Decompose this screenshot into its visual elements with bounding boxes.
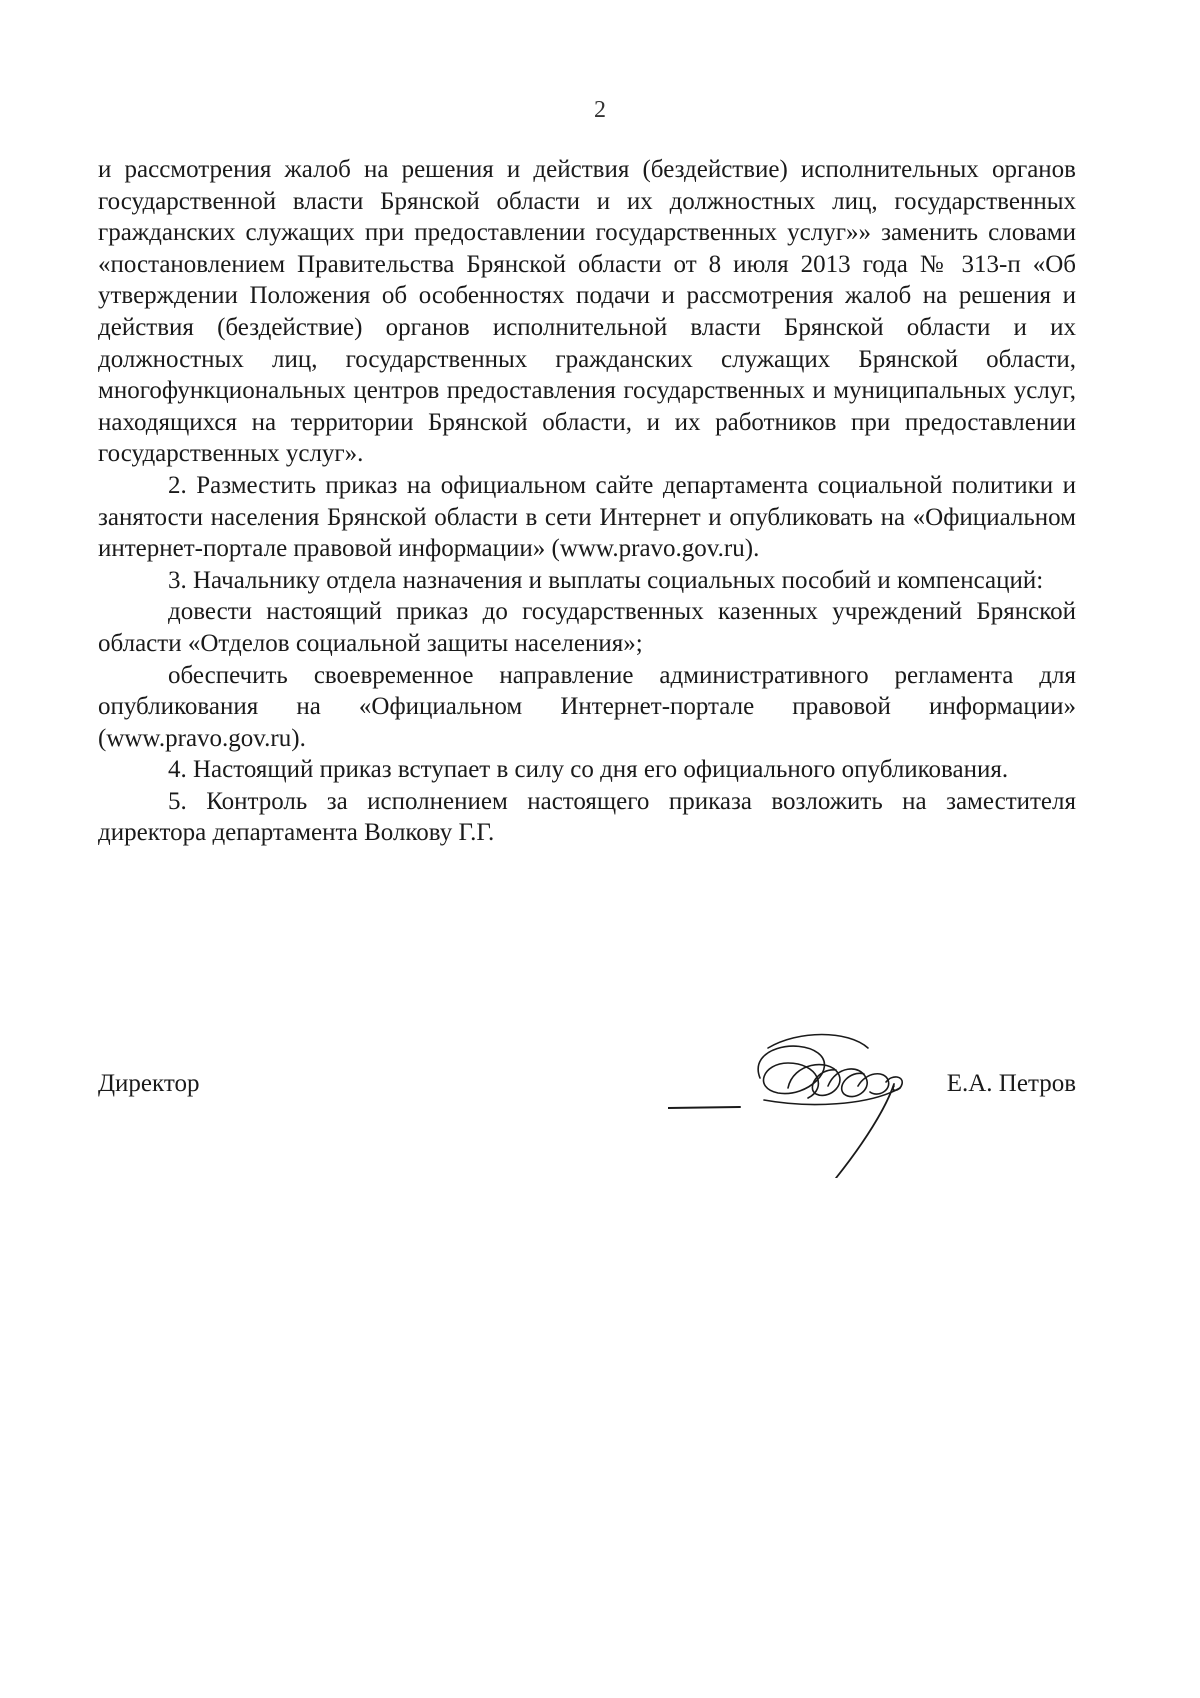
paragraph-item-2: 2. Разместить приказ на официальном сайте департамента социальной политики и занятости населения Брянской области в сети Интернет и опубликовать на «Официальном интернет-портале правовой информации» (www.pravo.gov.ru).	[98, 471, 1076, 563]
paragraph-continuation: и рассмотрения жалоб на решения и действия (бездействие) исполнительных органов государственной власти Брянской области и их должностных лиц, государственных гражданских служащих при предоставлении государственных услуг»» заменить словами «постановлением Правительства Брянской области от 8 июля 2013 года № 313-п «Об утверждении Положения об особенностях подачи и рассмотрения жалоб на решения и действия (бездействие) органов исполнительной власти Брянской области и их должностных лиц, государственных гражданских служащих Брянской области, многофункциональных центров предоставления государственных и муниципальных услуг, находящихся на территории Брянской области, и их работников при предоставлении государственных услуг».	[98, 156, 1076, 468]
signatory-name: Е.А. Петров	[946, 1070, 1076, 1097]
document-body	[98, 154, 1076, 849]
paragraph-item-4: 4. Настоящий приказ вступает в силу со дня его официального опубликования.	[168, 756, 1009, 784]
paragraph-item-3-sub-2: обеспечить своевременное направление административного регламента для опубликования на «Официальном Интернет-портале правовой информации» (www.pravo.gov.ru).	[98, 661, 1076, 752]
paragraph-item-3: 3. Начальнику отдела назначения и выплаты социальных пособий и компенсаций:	[168, 566, 1044, 594]
page-number: 2	[594, 97, 606, 123]
paragraph-item-3-sub-1: довести настоящий приказ до государственных казенных учреждений Брянской области «Отделов социальной защиты населения»;	[98, 598, 1076, 657]
paragraph-item-5: 5. Контроль за исполнением настоящего приказа возложить на заместителя директора департамента Волкову Г.Г.	[98, 787, 1076, 847]
signature-block	[98, 1048, 1076, 1168]
signatory-title: Директор	[98, 1070, 200, 1097]
